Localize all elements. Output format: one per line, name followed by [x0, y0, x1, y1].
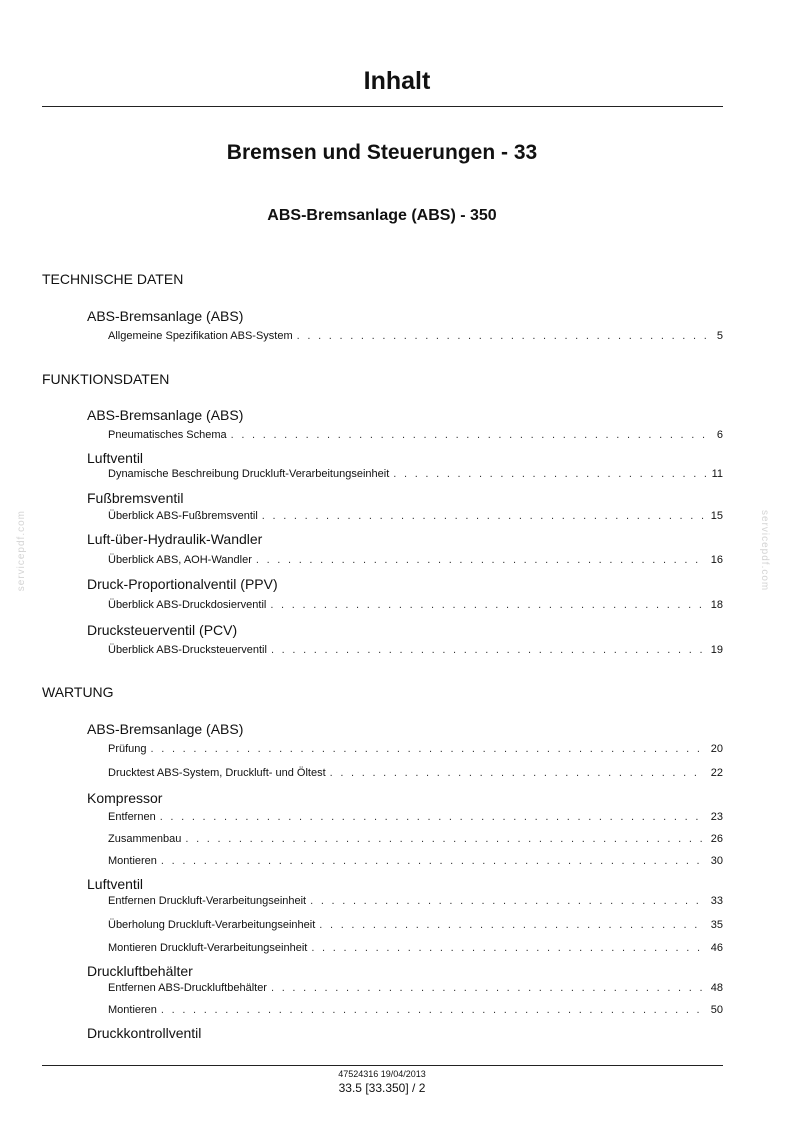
toc-entry[interactable]: [108, 981, 723, 995]
dot-leader: [151, 742, 705, 756]
dot-leader: [393, 467, 705, 481]
toc-group-heading: Luftventil: [87, 450, 144, 466]
dot-leader: [319, 918, 704, 932]
toc-entry[interactable]: [108, 598, 723, 612]
toc-section-heading: TECHNISCHE DATEN: [42, 271, 184, 287]
bottom-rule: [42, 1065, 723, 1066]
toc-entry[interactable]: [108, 329, 723, 343]
toc-entry-page-number: 33: [710, 895, 723, 907]
toc-entry[interactable]: [108, 941, 723, 955]
dot-leader: [330, 766, 705, 780]
dot-leader: [161, 854, 705, 868]
toc-entry-label: Entfernen ABS-Druckluftbehälter: [108, 982, 267, 994]
toc-entry-page-number: 20: [710, 743, 723, 755]
toc-entry[interactable]: [108, 810, 723, 824]
toc-entry-label: Pneumatisches Schema: [108, 429, 227, 441]
toc-entry-page-number: 46: [710, 942, 723, 954]
dot-leader: [271, 643, 705, 657]
toc-entry-page-number: 23: [710, 811, 723, 823]
toc-entry[interactable]: [108, 766, 723, 780]
toc-group-heading: Druck-Proportionalventil (PPV): [87, 576, 278, 592]
toc-entry-page-number: 6: [716, 429, 723, 441]
chapter-title: Bremsen und Steuerungen - 33: [226, 141, 538, 164]
toc-entry-label: Montieren: [108, 855, 157, 867]
toc-entry-label: Allgemeine Spezifikation ABS-System: [108, 330, 293, 342]
dot-leader: [160, 810, 705, 824]
toc-entry-page-number: 16: [710, 554, 723, 566]
toc-entry[interactable]: [108, 918, 723, 932]
toc-entry-page-number: 18: [710, 599, 723, 611]
toc-entry-label: Dynamische Beschreibung Druckluft-Verarbeitungseinheit: [108, 468, 390, 480]
toc-entry-page-number: 48: [710, 982, 723, 994]
toc-entry-page-number: 11: [711, 468, 723, 480]
toc-section-heading: WARTUNG: [42, 684, 114, 700]
toc-entry-label: Montieren: [108, 1004, 157, 1016]
top-rule: [42, 106, 723, 107]
toc-section-heading: FUNKTIONSDATEN: [42, 371, 170, 387]
toc-group-heading: Druckluftbehälter: [87, 963, 193, 979]
toc-entry[interactable]: [108, 894, 723, 908]
toc-entry-page-number: 26: [710, 833, 723, 845]
toc-group-heading: Kompressor: [87, 790, 163, 806]
toc-entry-page-number: 19: [710, 644, 723, 656]
toc-group-heading: Fußbremsventil: [87, 490, 184, 506]
toc-entry-page-number: 30: [710, 855, 723, 867]
dot-leader: [271, 981, 705, 995]
dot-leader: [161, 1003, 705, 1017]
toc-entry-label: Überholung Druckluft-Verarbeitungseinheit: [108, 919, 316, 931]
dot-leader: [256, 553, 705, 567]
toc-group-heading: ABS-Bremsanlage (ABS): [87, 721, 244, 737]
dot-leader: [231, 428, 711, 442]
toc-entry[interactable]: [108, 1003, 723, 1017]
toc-group-heading: Drucksteuerventil (PCV): [87, 622, 238, 638]
toc-group-heading: Luftventil: [87, 876, 144, 892]
toc-entry-label: Montieren Druckluft-Verarbeitungseinheit: [108, 942, 308, 954]
toc-entry-label: Überblick ABS, AOH-Wandler: [108, 554, 252, 566]
toc-entry-page-number: 15: [710, 510, 723, 522]
toc-entry[interactable]: [108, 832, 723, 846]
footer-page-ref: 33.5 [33.350] / 2: [338, 1081, 426, 1095]
toc-entry-page-number: 35: [710, 919, 723, 931]
toc-entry-label: Drucktest ABS-System, Druckluft- und Öltest: [108, 767, 326, 779]
toc-entry[interactable]: [108, 742, 723, 756]
toc-entry-label: Überblick ABS-Drucksteuerventil: [108, 644, 267, 656]
dot-leader: [310, 894, 705, 908]
watermark-right: servicepdf.com: [759, 510, 770, 592]
toc-entry[interactable]: [108, 509, 723, 523]
toc-entry[interactable]: [108, 854, 723, 868]
dot-leader: [270, 598, 704, 612]
toc-entry[interactable]: [108, 428, 723, 442]
page-title: Inhalt: [363, 67, 431, 95]
section-title: ABS-Bremsanlage (ABS) - 350: [267, 207, 497, 224]
toc-entry-label: Zusammenbau: [108, 833, 182, 845]
dot-leader: [262, 509, 705, 523]
toc-group-heading: ABS-Bremsanlage (ABS): [87, 308, 244, 324]
toc-group-heading: Luft-über-Hydraulik-Wandler: [87, 531, 263, 547]
toc-entry-label: Überblick ABS-Fußbremsventil: [108, 510, 258, 522]
toc-entry-label: Entfernen Druckluft-Verarbeitungseinheit: [108, 895, 307, 907]
footer-doc-id: 47524316 19/04/2013: [338, 1069, 426, 1079]
dot-leader: [185, 832, 704, 846]
dot-leader: [311, 941, 704, 955]
toc-entry-page-number: 22: [710, 767, 723, 779]
toc-entry[interactable]: [108, 467, 723, 481]
toc-entry-page-number: 5: [716, 330, 723, 342]
toc-entry[interactable]: [108, 643, 723, 657]
toc-entry-label: Entfernen: [108, 811, 156, 823]
toc-group-heading: Druckkontrollventil: [87, 1025, 202, 1041]
toc-entry[interactable]: [108, 553, 723, 567]
toc-entry-page-number: 50: [710, 1004, 723, 1016]
toc-group-heading: ABS-Bremsanlage (ABS): [87, 407, 244, 423]
toc-entry-label: Überblick ABS-Druckdosierventil: [108, 599, 267, 611]
toc-entry-label: Prüfung: [108, 743, 147, 755]
watermark-left: servicepdf.com: [16, 510, 27, 592]
dot-leader: [297, 329, 711, 343]
